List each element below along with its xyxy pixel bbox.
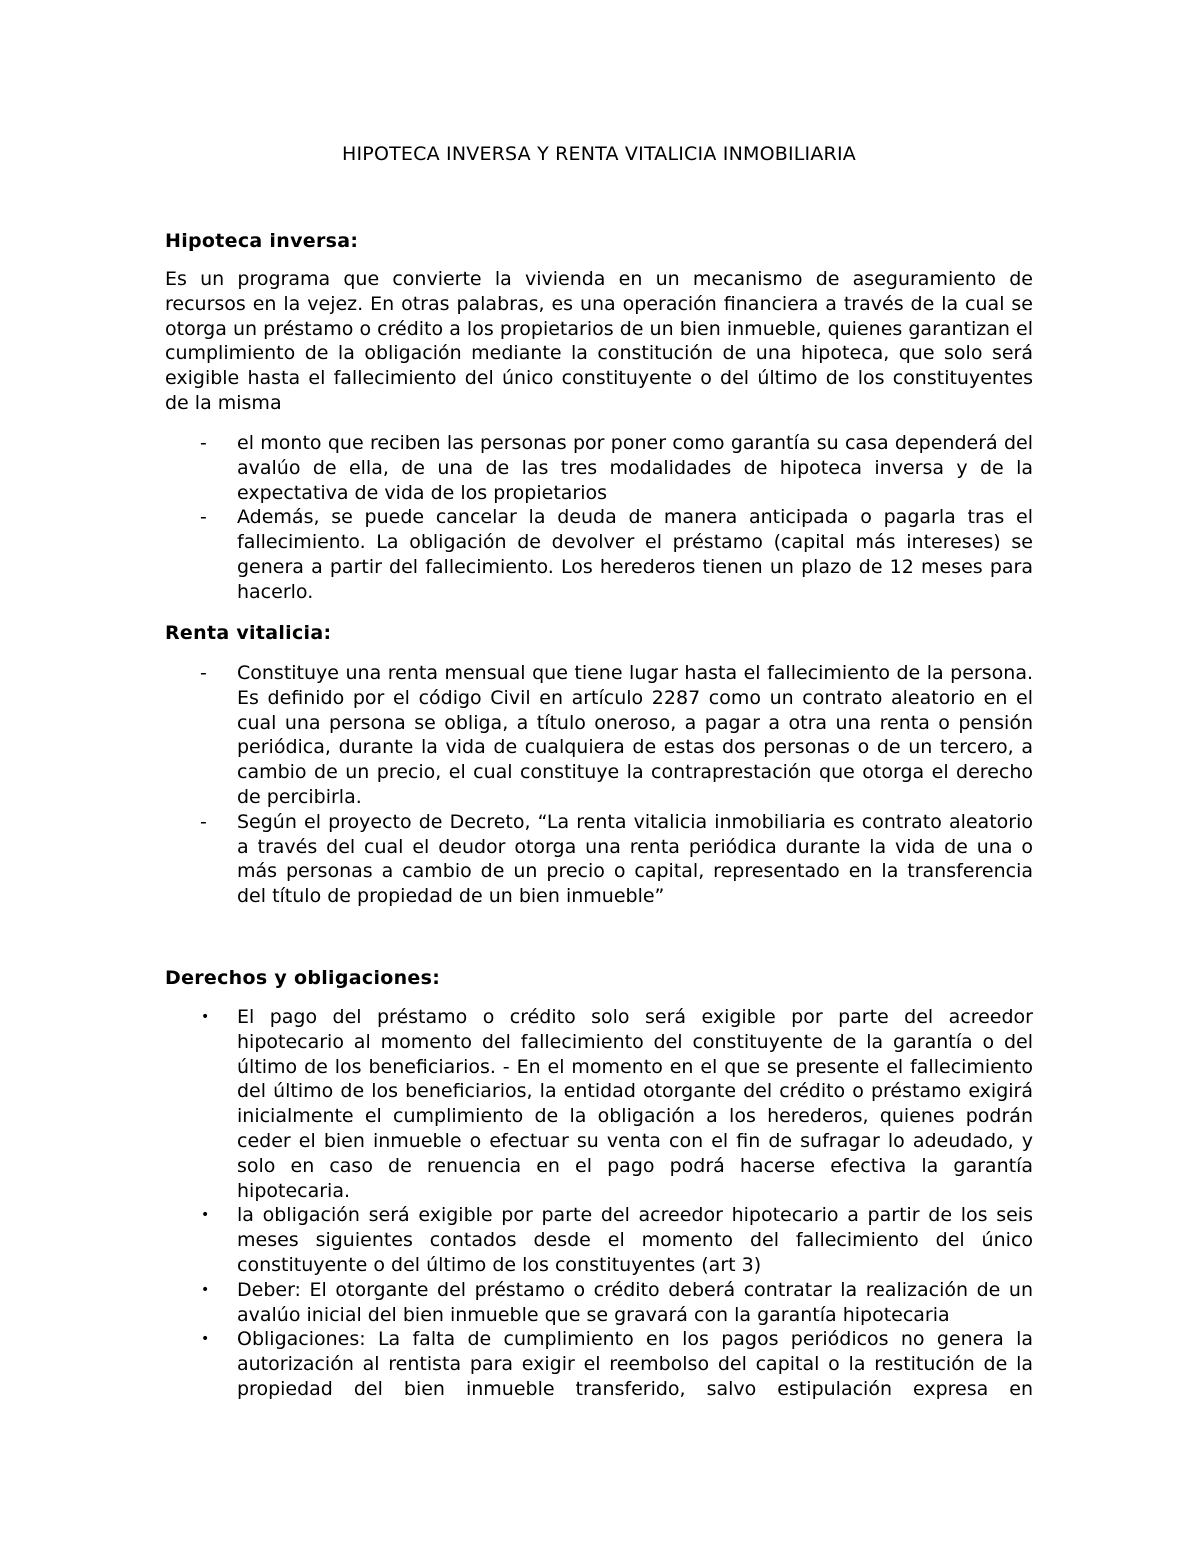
bullet-marker: • xyxy=(201,1331,210,1348)
bullet-marker: • xyxy=(201,1281,210,1298)
list-item xyxy=(165,1005,1033,1203)
list-item xyxy=(165,505,1033,604)
list-item-text: la obligación será exigible por parte del acreedor hipotecario a partir de los seis meses siguientes contados desde el momento del fallecimiento del único constituyente o del último de los constituyentes (art 3) xyxy=(237,1204,1033,1276)
list-item xyxy=(165,1278,1033,1328)
list-item-text: Constituye una renta mensual que tiene lugar hasta el fallecimiento de la persona. Es definido por el código Civil en artículo 2287 como un contrato aleatorio en el cual una persona se obliga, a título oneroso, a pagar a otra una renta o pensión periódica, durante la vida de cualquiera de estas dos personas o de un tercero, a cambio de un precio, el cual constituye la contraprestación que otorga el derecho de percibirla. xyxy=(237,662,1033,808)
section-heading-derechos-obligaciones: Derechos y obligaciones: xyxy=(165,967,441,989)
dash-marker: - xyxy=(200,662,207,684)
list-item xyxy=(165,661,1033,810)
section-paragraph-hipoteca-inversa: Es un programa que convierte la vivienda en un mecanismo de aseguramiento de recursos en la vejez. En otras palabras, es una operación financiera a través de la cual se otorga un préstamo o crédito a los propietarios de un bien inmueble, quienes garantizan el cumplimiento de la obligación mediante la constitución de una hipoteca, que solo será exigible hasta el fallecimiento del único constituyente o del último de los constituyentes de la misma xyxy=(165,268,1033,414)
section-heading-hipoteca-inversa: Hipoteca inversa: xyxy=(165,230,359,252)
list-item-text: Deber: El otorgante del préstamo o crédito deberá contratar la realización de un avalúo inicial del bien inmueble que se gravará con la garantía hipotecaria xyxy=(237,1278,1033,1326)
dash-marker: - xyxy=(200,432,207,454)
document-page xyxy=(165,0,1033,1553)
list-item-text: Además, se puede cancelar la deuda de manera anticipada o pagarla tras el fallecimiento. La obligación de devolver el préstamo (capital más intereses) se genera a partir del fallecimiento. Los herederos tienen un plazo de 12 meses para hacerlo. xyxy=(237,506,1033,603)
document-title: HIPOTECA INVERSA Y RENTA VITALICIA INMOBILIARIA xyxy=(342,143,856,165)
list-renta-vitalicia xyxy=(165,661,1033,909)
list-item-text: el monto que reciben las personas por poner como garantía su casa dependerá del avalúo de ella, de una de las tres modalidades de hipoteca inversa y de la expectativa de vida de los propietarios xyxy=(237,432,1033,504)
bullet-marker: • xyxy=(201,1009,210,1025)
dash-marker: - xyxy=(200,506,207,529)
section-heading-renta-vitalicia: Renta vitalicia: xyxy=(165,622,332,644)
list-item-text: El pago del préstamo o crédito solo será exigible por parte del acreedor hipotecario al momento del fallecimiento del constituyente de la garantía o del último de los beneficiarios. - En el momento en el que se presente el fallecimiento del último de los beneficiarios, la entidad otorgante del crédito o préstamo exigirá inicialmente el cumplimiento de la obligación a los herederos, quienes podrán ceder el bien inmueble o efectuar su venta con el fin de sufragar lo adeudado, y solo en caso de renuencia en el pago podrá hacerse efectiva la garantía hipotecaria. xyxy=(237,1006,1033,1202)
list-hipoteca-inversa xyxy=(165,431,1033,605)
list-item-text: Obligaciones: La falta de cumplimiento en los pagos periódicos no genera la autorización al rentista para exigir el reembolso del capital o la restitución de la propiedad del bien inmueble transferido, salvo estipulación expresa en xyxy=(237,1328,1033,1400)
list-item xyxy=(165,810,1033,909)
list-item xyxy=(165,1203,1033,1277)
dash-marker: - xyxy=(200,810,207,833)
list-item-text: Según el proyecto de Decreto, “La renta vitalicia inmobiliaria es contrato aleatorio a través del cual el deudor otorga una renta periódica durante la vida de una o más personas a cambio de un precio o capital, representado en la transferencia del título de propiedad de un bien inmueble” xyxy=(237,810,1033,908)
list-item xyxy=(165,1327,1033,1401)
bullet-marker: • xyxy=(201,1207,210,1224)
list-item xyxy=(165,431,1033,505)
list-derechos-obligaciones xyxy=(165,1005,1033,1402)
